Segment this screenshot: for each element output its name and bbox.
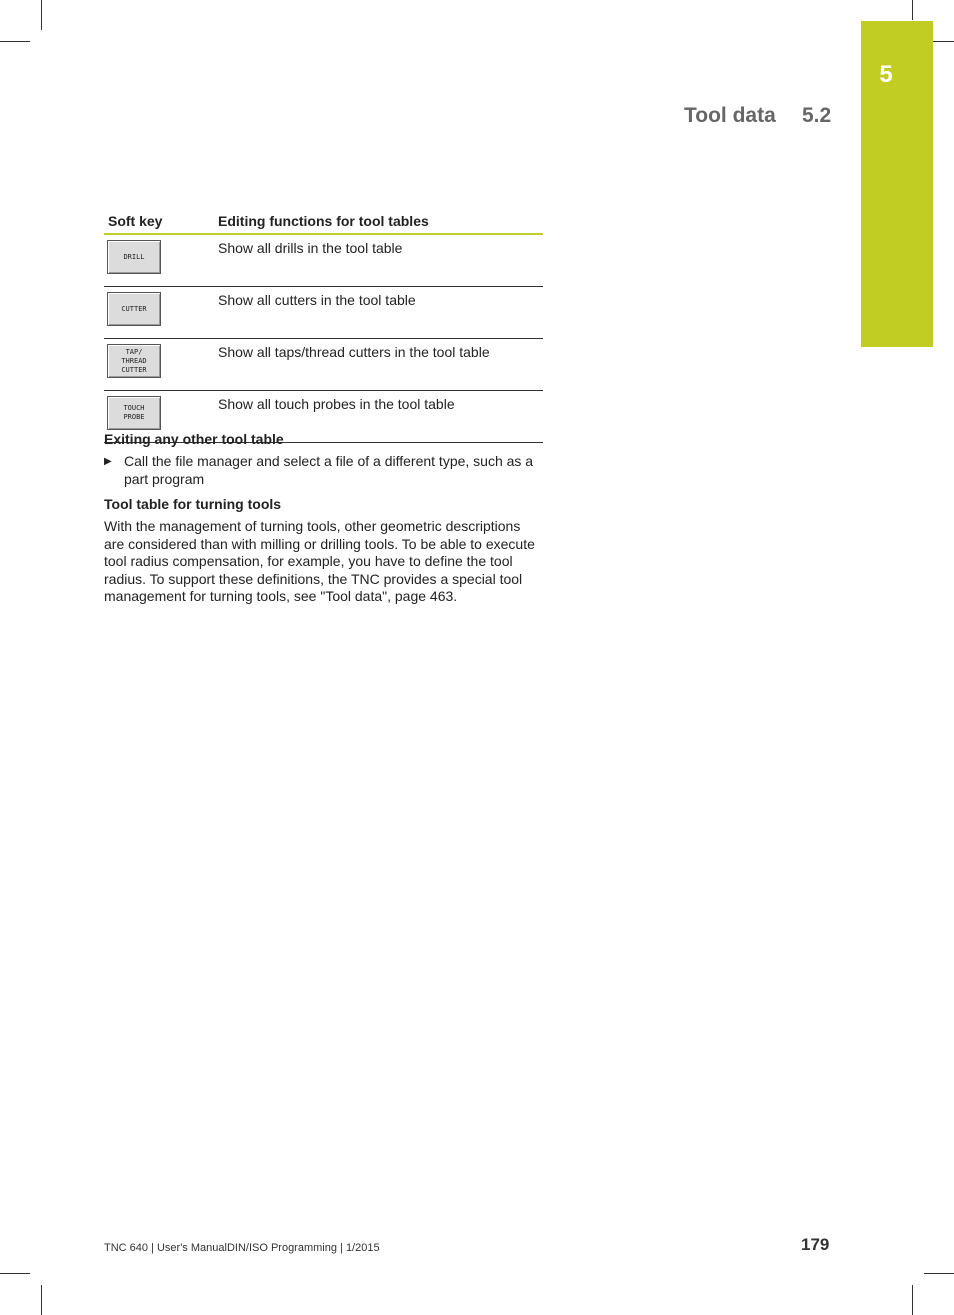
section-number: 5.2 (802, 104, 832, 127)
chapter-tab (861, 21, 933, 347)
footer-text: TNC 640 | User's ManualDIN/ISO Programming | 1/2015 (104, 1242, 380, 1254)
softkey-table (104, 209, 543, 443)
table-row (104, 234, 543, 287)
crop-mark (912, 0, 913, 20)
row-description: Show all taps/thread cutters in the tool table (218, 339, 543, 391)
tap-thread-cutter-softkey[interactable]: TAP/ THREAD CUTTER (107, 344, 161, 378)
table-header-row (104, 209, 543, 234)
chapter-number: 5 (879, 61, 893, 88)
crop-mark (41, 1285, 42, 1315)
row-description: Show all touch probes in the tool table (218, 391, 543, 443)
crop-mark (0, 1273, 30, 1274)
table-row (104, 287, 543, 339)
row-description: Show all cutters in the tool table (218, 287, 543, 339)
crop-mark (41, 0, 42, 30)
column-header-softkey: Soft key (104, 209, 218, 234)
cutter-softkey[interactable]: CUTTER (107, 292, 161, 326)
turning-heading: Tool table for turning tools (104, 496, 282, 512)
table-row (104, 339, 543, 391)
page-number: 179 (801, 1235, 830, 1254)
exiting-heading: Exiting any other tool table (104, 431, 284, 447)
crop-mark (912, 1285, 913, 1315)
bullet-text: Call the file manager and select a file of a different type, such as a part program (124, 453, 534, 487)
crop-mark (924, 1273, 954, 1274)
column-header-functions: Editing functions for tool tables (218, 209, 543, 234)
drill-softkey[interactable]: DRILL (107, 240, 161, 274)
touch-probe-softkey[interactable]: TOUCH PROBE (107, 396, 161, 430)
row-description: Show all drills in the tool table (218, 234, 543, 287)
turning-body: With the management of turning tools, other geometric descriptions are considered than with milling or drilling tools. To be able to execute tool radius compensation, for example, you have to define the tool radius. To support these definitions, the TNC provides a special tool management for turning tools, see "Tool data", page 463. (104, 518, 535, 604)
triangle-bullet-icon: ▶ (104, 456, 112, 467)
crop-mark (0, 41, 30, 42)
page-title: Tool data (684, 104, 776, 127)
